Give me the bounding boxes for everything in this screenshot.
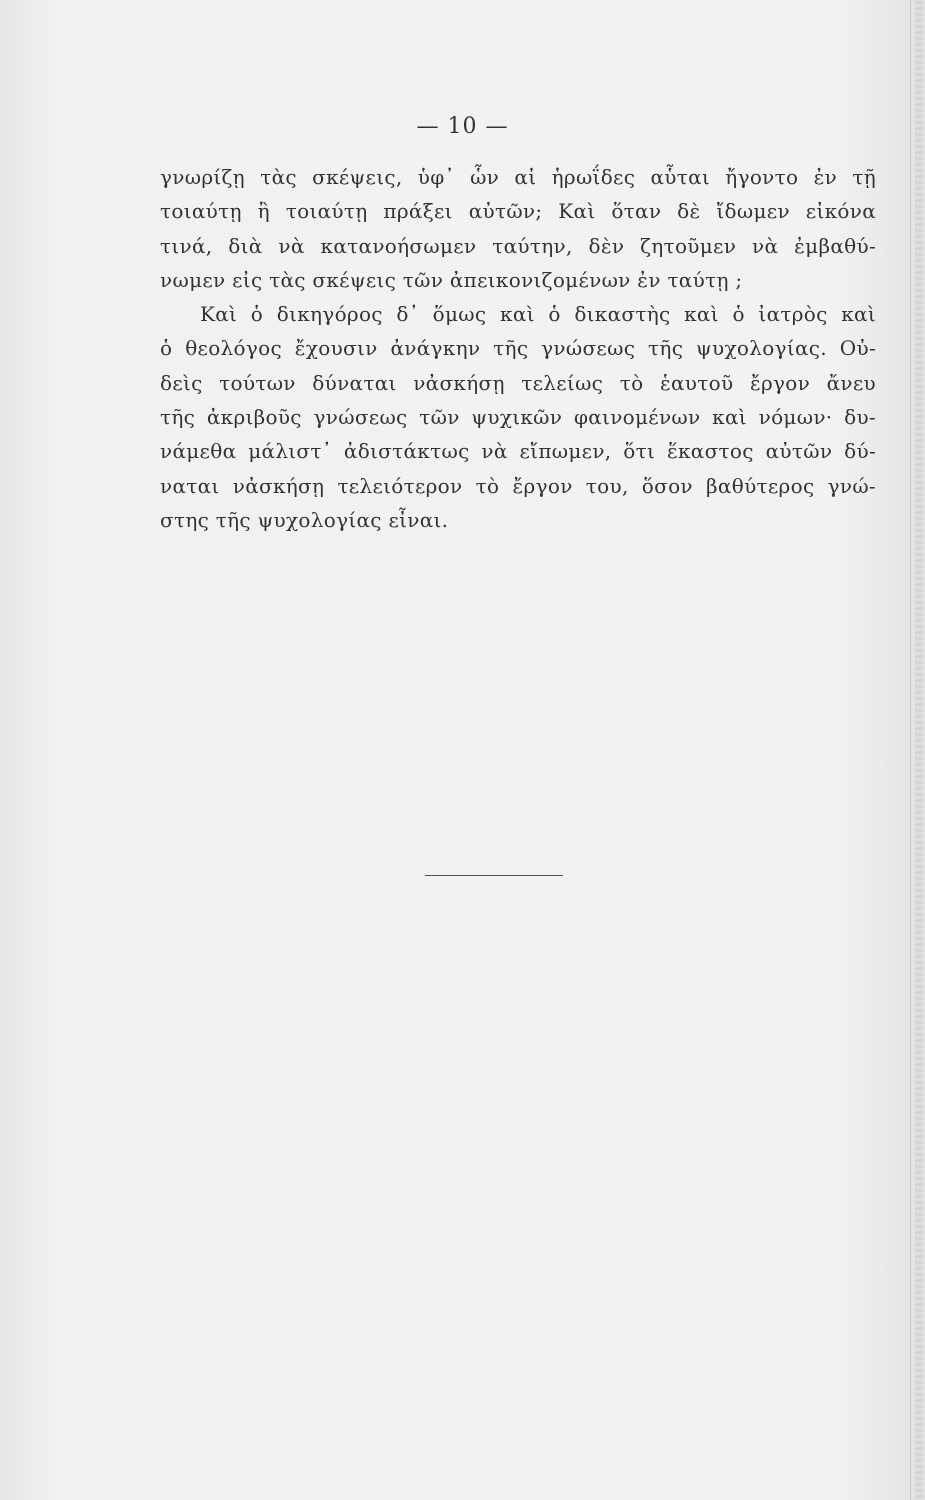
paragraph-start-line: Καὶ ὁ δικηγόρος δ᾽ ὅμως καὶ ὁ δικαστὴς καὶ ὁ ἰατρὸς καὶ [200,302,876,327]
body-text [160,160,876,537]
text-line: τῆς ἀκριβοῦς γνώσεως τῶν ψυχικῶν φαινομένων καὶ νόμων· δυ- [160,405,876,430]
text-line: στης τῆς ψυχολογίας εἶναι. [160,507,449,532]
page-edge-line [910,0,911,1500]
section-end-rule [425,875,563,876]
text-line: τοιαύτῃ ἢ τοιαύτῃ πράξει αὐτῶν; Καὶ ὅταν δὲ ἴδωμεν εἰκόνα [160,199,876,224]
text-line: γνωρίζῃ τὰς σκέψεις, ὑφ᾽ ὧν αἱ ἡρωΐδες αὗται ἤγοντο ἐν τῇ [160,165,876,189]
text-line: ναται νἀσκήσῃ τελειότερον τὸ ἔργον του, ὅσον βαθύτερος γνώ- [160,473,876,498]
page-number: — 10 — [416,114,509,139]
text-line: ὁ θεολόγος ἔχουσιν ἀνάγκην τῆς γνώσεως τῆς ψυχολογίας. Οὐ- [160,336,876,361]
text-line: νάμεθα μάλιστ᾽ ἀδιστάκτως νὰ εἴπωμεν, ὅτι ἕκαστος αὐτῶν δύ- [160,439,876,464]
text-line: νωμεν εἰς τὰς σκέψεις τῶν ἀπεικονιζομένων ἐν ταύτῃ ; [160,267,743,292]
page-edge-shadow [915,0,923,1500]
text-line: τινά, διὰ νὰ κατανοήσωμεν ταύτην, δὲν ζητοῦμεν νὰ ἐμβαθύ- [160,233,876,258]
text-line: δεὶς τούτων δύναται νἀσκήσῃ τελείως τὸ ἑαυτοῦ ἔργον ἄνευ [160,370,876,395]
